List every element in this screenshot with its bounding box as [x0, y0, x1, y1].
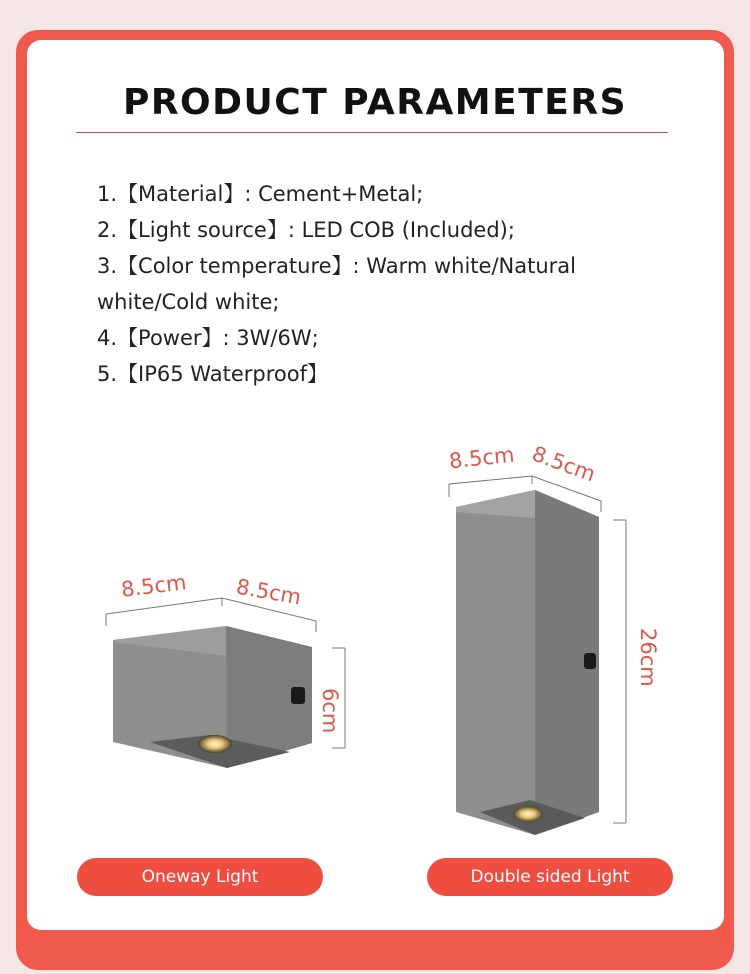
oneway-width-left-label: 8.5cm: [119, 570, 188, 602]
spec-power: 4.【Power】: 3W/6W;: [97, 326, 319, 350]
spec-waterproof: 5.【IP65 Waterproof】: [97, 362, 328, 386]
double-width-left-label: 8.5cm: [447, 442, 516, 474]
double-sided-light-label: Double sided Light: [427, 858, 673, 896]
double-led-glow: [513, 806, 543, 822]
oneway-led-glow: [198, 735, 232, 753]
double-switch-icon: [584, 653, 596, 669]
double-sided-lamp: [456, 490, 599, 835]
double-height-label: 26cm: [636, 628, 660, 687]
oneway-height-label: 6cm: [318, 688, 342, 734]
oneway-width-right-label: 8.5cm: [234, 574, 303, 610]
spec-light-source: 2.【Light source】: LED COB (Included);: [97, 218, 515, 242]
spec-color-temperature: 3.【Color temperature】: Warm white/Natural: [97, 254, 576, 278]
spec-material: 1.【Material】: Cement+Metal;: [97, 182, 424, 206]
page-title: PRODUCT PARAMETERS: [122, 82, 628, 123]
spec-color-temperature-cont: white/Cold white;: [97, 290, 280, 314]
oneway-light-label: Oneway Light: [77, 858, 323, 896]
double-width-right-label: 8.5cm: [528, 441, 599, 487]
oneway-switch-icon: [291, 687, 305, 704]
oneway-lamp: [113, 626, 312, 768]
